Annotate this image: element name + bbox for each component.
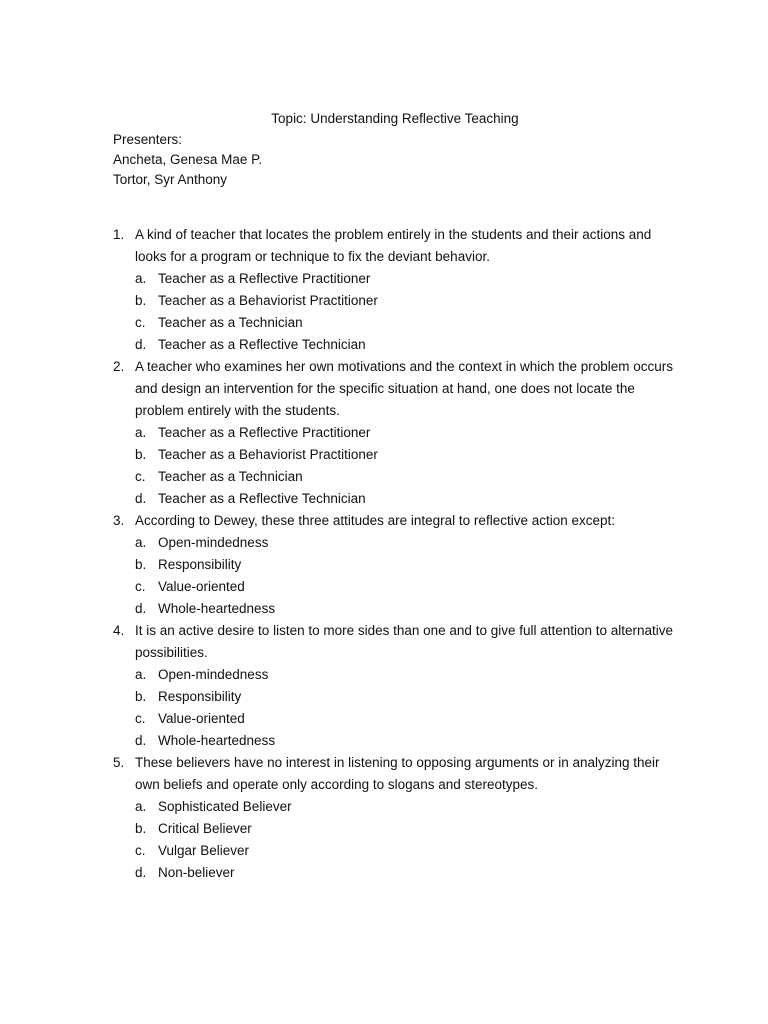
option-letter: a.	[135, 799, 147, 814]
question-number: 5.	[113, 755, 125, 770]
option-letter: c.	[135, 315, 146, 330]
presenter-name: Tortor, Syr Anthony	[113, 172, 228, 187]
page-title: Topic: Understanding Reflective Teaching	[271, 111, 519, 126]
option-letter: a.	[135, 667, 147, 682]
option-letter: c.	[135, 579, 146, 594]
question-number: 3.	[113, 513, 125, 528]
option-text: Teacher as a Reflective Technician	[158, 491, 366, 506]
option-letter: b.	[135, 689, 147, 704]
option-text: Value-oriented	[158, 711, 245, 726]
question-item	[113, 752, 683, 884]
option-text: Responsibility	[158, 689, 242, 704]
question-item	[113, 620, 683, 752]
option-letter: b.	[135, 557, 147, 572]
option-item	[135, 664, 683, 686]
presenters-label: Presenters:	[113, 132, 183, 147]
option-item	[135, 840, 683, 862]
question-item	[113, 356, 683, 510]
option-letter: b.	[135, 821, 147, 836]
option-item	[135, 444, 683, 466]
option-item	[135, 796, 683, 818]
option-text: Value-oriented	[158, 579, 245, 594]
option-text: Responsibility	[158, 557, 242, 572]
option-letter: a.	[135, 535, 147, 550]
option-text: Non-believer	[158, 865, 235, 880]
option-letter: c.	[135, 843, 146, 858]
question-text: A kind of teacher that locates the problem entirely in the students and their actions and looks for a program or technique to fix the deviant behavior.	[135, 227, 652, 264]
option-item	[135, 488, 683, 510]
option-letter: c.	[135, 469, 146, 484]
question-text: A teacher who examines her own motivations and the context in which the problem occurs and design an intervention for the specific situation at hand, one does not locate the problem entirely with the students.	[135, 359, 674, 418]
option-list	[135, 796, 683, 884]
presenters-block	[113, 130, 262, 190]
option-item	[135, 598, 683, 620]
option-text: Teacher as a Reflective Technician	[158, 337, 366, 352]
option-list	[135, 532, 683, 620]
option-item	[135, 312, 683, 334]
question-text: According to Dewey, these three attitudes are integral to reflective action except:	[135, 513, 616, 528]
option-letter: d.	[135, 601, 147, 616]
option-list	[135, 664, 683, 752]
option-item	[135, 532, 683, 554]
option-item	[135, 466, 683, 488]
option-item	[135, 730, 683, 752]
option-text: Whole-heartedness	[158, 601, 276, 616]
option-item	[135, 268, 683, 290]
option-text: Teacher as a Technician	[158, 469, 303, 484]
option-letter: a.	[135, 425, 147, 440]
option-list	[135, 422, 683, 510]
option-letter: a.	[135, 271, 147, 286]
option-letter: b.	[135, 447, 147, 462]
question-number: 1.	[113, 227, 125, 242]
option-text: Critical Believer	[158, 821, 252, 836]
option-list	[135, 268, 683, 356]
option-text: Teacher as a Technician	[158, 315, 303, 330]
question-item	[113, 510, 683, 620]
option-item	[135, 290, 683, 312]
option-letter: d.	[135, 491, 147, 506]
presenter-name: Ancheta, Genesa Mae P.	[113, 152, 263, 167]
option-text: Teacher as a Behaviorist Practitioner	[158, 293, 378, 308]
option-letter: d.	[135, 337, 147, 352]
option-item	[135, 576, 683, 598]
option-text: Vulgar Believer	[158, 843, 250, 858]
option-item	[135, 554, 683, 576]
option-text: Teacher as a Reflective Practitioner	[158, 271, 371, 286]
option-text: Teacher as a Reflective Practitioner	[158, 425, 371, 440]
option-item	[135, 818, 683, 840]
question-list	[113, 224, 683, 884]
question-number: 4.	[113, 623, 125, 638]
option-letter: d.	[135, 733, 147, 748]
option-item	[135, 862, 683, 884]
option-text: Whole-heartedness	[158, 733, 276, 748]
option-letter: c.	[135, 711, 146, 726]
option-letter: d.	[135, 865, 147, 880]
option-letter: b.	[135, 293, 147, 308]
option-text: Open-mindedness	[158, 535, 269, 550]
question-text: These believers have no interest in listening to opposing arguments or in analyzing their own beliefs and operate only according to slogans and stereotypes.	[135, 755, 660, 792]
option-text: Open-mindedness	[158, 667, 269, 682]
option-text: Sophisticated Believer	[158, 799, 292, 814]
option-text: Teacher as a Behaviorist Practitioner	[158, 447, 378, 462]
question-number: 2.	[113, 359, 125, 374]
question-item	[113, 224, 683, 356]
question-text: It is an active desire to listen to more sides than one and to give full attention to alternative possibilities.	[135, 623, 674, 660]
option-item	[135, 686, 683, 708]
option-item	[135, 708, 683, 730]
option-item	[135, 422, 683, 444]
option-item	[135, 334, 683, 356]
